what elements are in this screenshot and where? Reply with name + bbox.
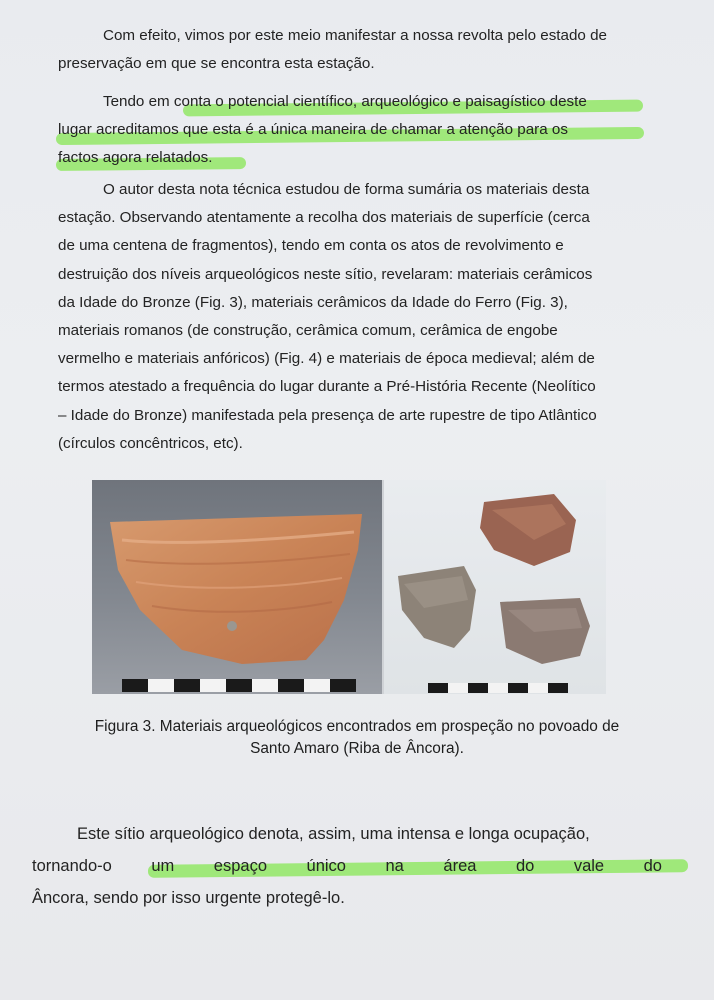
figure-caption: [40, 716, 674, 760]
pottery-sherd-image: [92, 480, 382, 694]
figure-3: [92, 480, 606, 694]
paragraph-2: [58, 88, 642, 173]
paragraph-4: [32, 818, 662, 914]
text-line: estação. Observando atentamente a recolha dos materiais de superfície (cerca: [58, 209, 590, 227]
paragraph-1: [58, 22, 642, 78]
caption-line: Figura 3. Materiais arqueológicos encontrados em prospeção no povoado de: [94, 718, 620, 735]
text-line: (círculos concêntricos, etc).: [58, 434, 243, 452]
text-line: termos atestado a frequência do lugar durante a Pré-História Recente (Neolítico: [58, 378, 596, 396]
text-line: da Idade do Bronze (Fig. 3), materiais cerâmicos da Idade do Ferro (Fig. 3),: [58, 293, 568, 311]
text-line: – Idade do Bronze) manifestada pela presença de arte rupestre de tipo Atlântico: [58, 406, 597, 424]
text-line: Com efeito, vimos por este meio manifestar a nossa revolta pelo estado de: [103, 27, 607, 44]
text-line: factos agora relatados.: [58, 149, 213, 167]
text-line: tornando-o um espaço único na área do vale do: [32, 857, 662, 875]
text-line: materiais romanos (de construção, cerâmica comum, cerâmica de engobe: [58, 322, 558, 340]
text-line: Este sítio arqueológico denota, assim, uma intensa e longa ocupação,: [77, 825, 590, 843]
text-line: destruição dos níveis arqueológicos neste sítio, revelaram: materiais cerâmicos: [58, 265, 593, 283]
text-line: preservação em que se encontra esta estação.: [58, 55, 375, 73]
text-line: de uma centena de fragmentos), tendo em conta os atos de revolvimento e: [58, 237, 564, 255]
caption-line: Santo Amaro (Riba de Âncora).: [250, 740, 464, 757]
iron-age-sherds-photo: [384, 480, 606, 694]
text-line: O autor desta nota técnica estudou de forma sumária os materiais desta: [103, 181, 590, 198]
pottery-fragments-image: [384, 480, 606, 694]
text-line: Âncora, sendo por isso urgente protegê-lo.: [32, 889, 345, 907]
text-line: Tendo em conta o potencial científico, arqueológico e paisagístico deste: [103, 93, 587, 110]
text-line: lugar acreditamos que esta é a única maneira de chamar a atenção para os: [58, 121, 568, 139]
bronze-age-sherd-photo: [92, 480, 382, 694]
text-line: vermelho e materiais anfóricos) (Fig. 4) e materiais de época medieval; além de: [58, 350, 595, 368]
paragraph-3: [58, 176, 642, 458]
